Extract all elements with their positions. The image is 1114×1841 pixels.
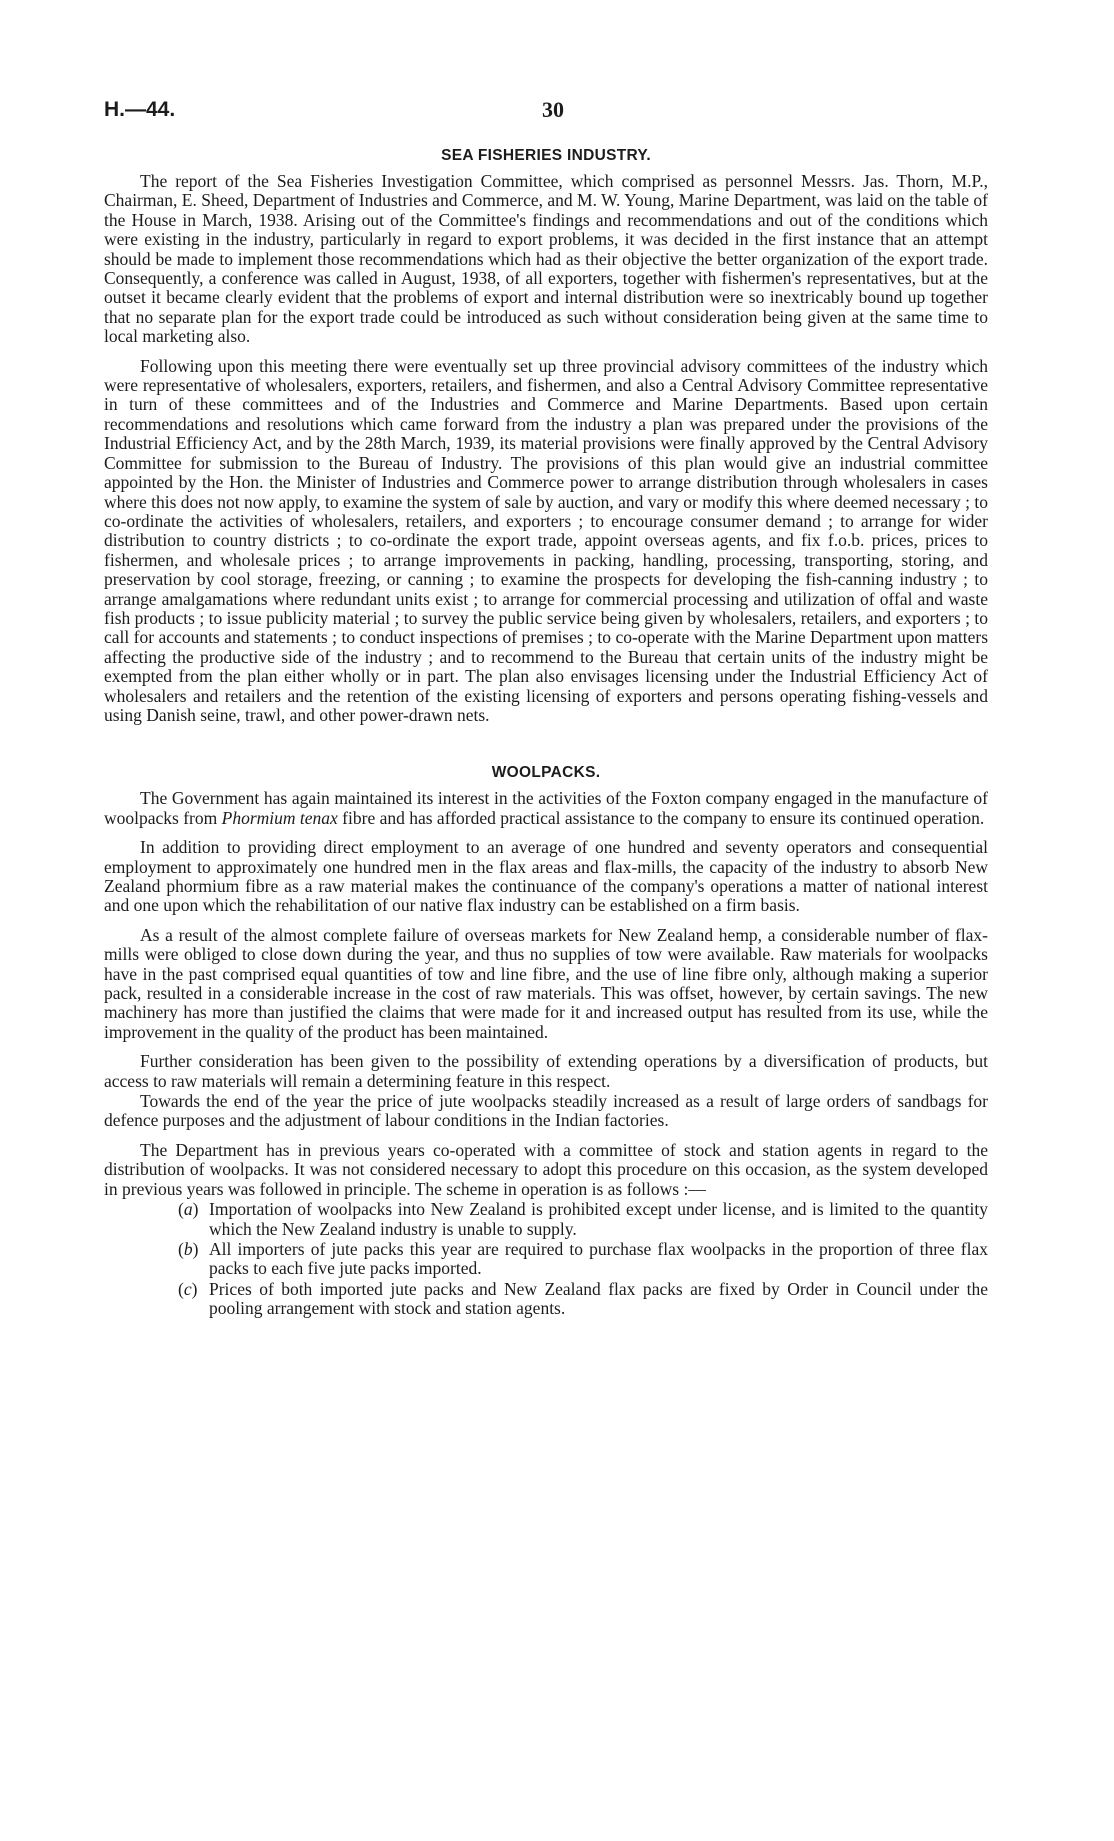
section-heading: SEA FISHERIES INDUSTRY. [441,147,651,164]
page-body [104,146,988,1320]
section-woolpacks [104,763,988,1318]
intro-text-continued: fibre and has afforded practical assistance to the company to ensure its continued operation. [337,807,985,828]
list-item-label: (b) [178,1238,199,1259]
list-item [178,1280,988,1319]
scheme-list [104,1200,988,1318]
paragraph: As a result of the almost complete failure of overseas markets for New Zealand hemp, a considerable number of flax-mills were obliged to close down during the year, and thus no supplies of tow were available. Raw materials for woolpacks have in the past comprised equal quantities of tow and line fibre, and the use of line fibre only, although making a superior pack, resulted in a considerable increase in the cost of raw materials. This was offset, however, by certain savings. The new machinery has more than justified the claims that were made for it and increased output has resulted from its use, while the improvement in the quality of the product has been maintained. [104,924,988,1042]
document-reference: H.—44. [104,98,176,121]
list-item-text: Prices of both imported jute packs and New Zealand flax packs are fixed by Order in Council under the pooling arrangement with stock and station agents. [209,1278,988,1319]
page-header [104,97,988,130]
paragraph: Further consideration has been given to the possibility of extending operations by a diversification of products, but access to raw materials will remain a determining feature in this respect. [104,1051,988,1091]
section-heading: WOOLPACKS. [491,764,601,782]
list-item-label: (a) [178,1199,199,1220]
intro-text: The Government has again maintained its interest in the activities of the Foxton company engaged in the manufacture of woolpacks from [104,788,988,828]
section-sea-fisheries [104,146,988,725]
page-number: 30 [542,97,564,122]
list-item-text: All importers of jute packs this year are required to purchase flax woolpacks in the proportion of three flax packs to each five jute packs imported. [209,1238,988,1279]
species-name: Phormium tenax [221,807,338,828]
paragraph: The Department has in previous years co-operated with a committee of stock and station agents in regard to the distribution of woolpacks. It was not considered necessary to adopt this procedure on this occasion, as the system developed in previous years was followed in principle. The scheme in operation is as follows :— [104,1139,988,1199]
section-spacer [104,735,988,763]
list-item-text: Importation of woolpacks into New Zealand is prohibited except under license, and is limited to the quantity which the New Zealand industry is unable to supply. [209,1199,988,1239]
paragraph: In addition to providing direct employment to an average of one hundred and seventy operators and consequential employment to approximately one hundred men in the flax areas and flax-mills, the capacity of the industry to absorb New Zealand phormium fibre as a raw material makes the continuance of the company's operations a matter of national interest and one upon which the rehabilitation of our native flax industry can be established on a firm basis. [104,837,988,916]
paragraph-intro [104,789,988,828]
paragraph: Towards the end of the year the price of jute woolpacks steadily increased as a result of large orders of sandbags for defence purposes and the adjustment of labour conditions in the Indian factories. [104,1091,988,1131]
list-item-label: (c) [178,1278,198,1299]
paragraph: The report of the Sea Fisheries Investigation Committee, which comprised as personnel Messrs. Jas. Thorn, M.P., Chairman, E. Sheed, Department of Industries and Commerce, and M. W. Young, Marine Department, was laid on the table of the House in March, 1938. Arising out of the Committee's findings and recommendations and out of the conditions which were existing in the industry, particularly in regard to export problems, it was decided in the first instance that an attempt should be made to implement those recommendations which had as their objective the better organization of the export trade. Consequently, a conference was called in August, 1938, of all exporters, together with fishermen's representatives, but at the outset it became clearly evident that the problems of export and internal distribution were so inextricably bound up together that no separate plan for the export trade could be introduced as such without consideration being given at the same time to local marketing also. [104,171,988,347]
paragraph: Following upon this meeting there were eventually set up three provincial advisory committees of the industry which were representative of wholesalers, exporters, retailers, and fishermen, and also a Central Advisory Committee representative in turn of these committees and of the Industries and Commerce and Marine Departments. Based upon certain recommendations and resolutions which came forward from the industry a plan was prepared under the provisions of the Industrial Efficiency Act, and by the 28th March, 1939, its material provisions were finally approved by the Central Advisory Committee for submission to the Bureau of Industry. The provisions of this plan would give an industrial committee appointed by the Hon. the Minister of Industries and Commerce power to arrange distribution through wholesalers in cases where this does not now apply, to examine the system of sale by auction, and vary or modify this where deemed necessary ; to co-ordinate the activities of wholesalers, retailers, and exporters ; to encourage consumer demand ; to arrange for wider distribution to country districts ; to co-ordinate the export trade, appoint overseas agents, and fix f.o.b. prices, prices to fishermen, and wholesale prices ; to arrange improvements in packing, handling, processing, transporting, storing, and preservation by cool storage, freezing, or canning ; to examine the prospects for developing the fish-canning industry ; to arrange amalgamations where redundant units exist ; to arrange for commercial processing and utilization of offal and waste fish products ; to issue publicity material ; to survey the public service being given by wholesalers, retailers, and exporters ; to call for accounts and statements ; to conduct inspections of premises ; to co-operate with the Marine Department upon matters affecting the productive side of the industry ; and to recommend to the Bureau that certain units of the industry might be exempted from the plan either wholly or in part. The plan also envisages licensing under the Industrial Efficiency Act of wholesalers and retailers and the retention of the existing licensing of exporters and persons operating fishing-vessels and using Danish seine, trawl, and other power-drawn nets. [104,355,988,725]
list-item [178,1240,988,1279]
list-item [178,1200,988,1239]
